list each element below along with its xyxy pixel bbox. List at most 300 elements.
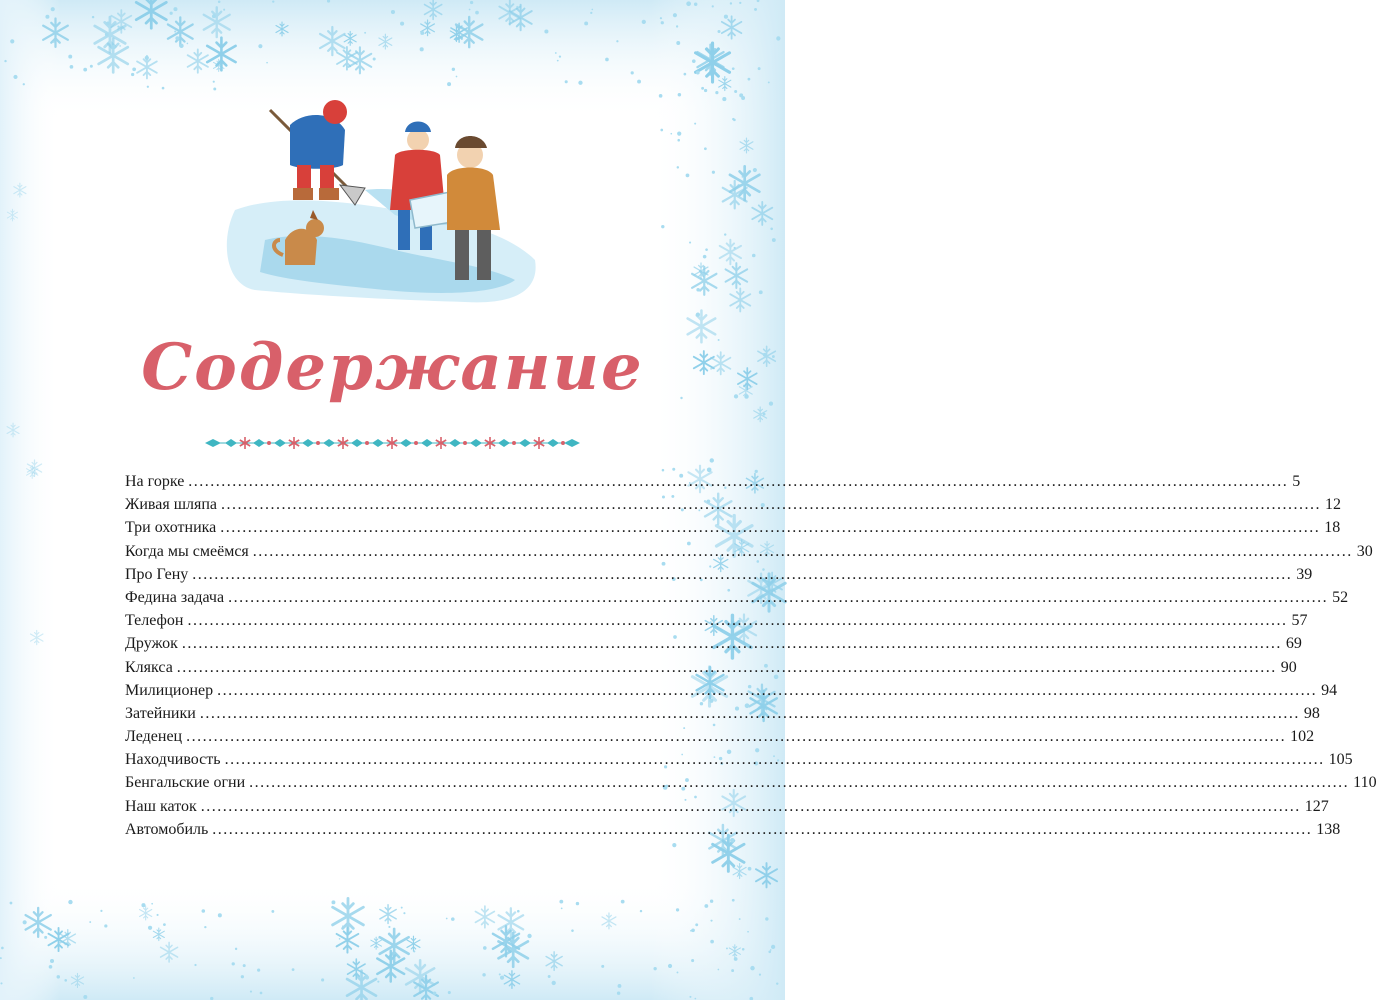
toc-entry-title: Наш каток [125, 797, 197, 815]
snow-dot [565, 80, 568, 83]
snow-dot [704, 147, 707, 150]
snow-dot [677, 139, 680, 142]
snow-dot [584, 22, 588, 26]
toc-entry-page-number: 57 [1291, 612, 1308, 630]
snow-dot [765, 917, 768, 920]
ornament-diamond [225, 439, 237, 447]
snow-dot [451, 917, 455, 921]
toc-entry[interactable] [125, 588, 1349, 612]
dot-leader: ........................................................................................................................................................................................................ [192, 565, 1293, 583]
snow-dot [420, 31, 424, 35]
snow-dot [45, 15, 49, 19]
snow-dot [424, 21, 426, 23]
snow-dot [776, 982, 778, 984]
snow-dot [710, 940, 714, 944]
dot-leader: ........................................................................................................................................................................................................ [249, 774, 1350, 792]
snow-dot [752, 254, 756, 258]
snow-dot [213, 81, 215, 83]
snow-dot [770, 949, 772, 951]
snow-dot [104, 924, 107, 927]
snow-dot [141, 903, 145, 907]
toc-entry-title: Три охотника [125, 519, 217, 537]
snow-dot [89, 921, 91, 923]
ornament-diamond [547, 439, 559, 447]
toc-entry-page-number: 90 [1280, 658, 1297, 676]
dot-leader: ........................................................................................................................................................................................................ [181, 635, 1282, 653]
snow-dot [770, 228, 773, 231]
snow-dot [401, 907, 403, 909]
toc-entry-page-number: 39 [1296, 565, 1313, 583]
snow-dot [377, 981, 379, 983]
snow-dot [1, 947, 4, 950]
snow-dot [754, 8, 757, 11]
snow-dot [388, 926, 390, 928]
snow-dot [544, 29, 548, 33]
snow-dot [64, 979, 67, 982]
snow-dot [659, 94, 663, 98]
toc-entry-page-number: 138 [1316, 820, 1341, 838]
ornament-dot [512, 441, 516, 445]
snow-dot [223, 9, 225, 11]
snow-dot [640, 910, 642, 912]
snow-dot [703, 255, 707, 259]
snow-dot [732, 67, 735, 70]
snow-dot [151, 903, 153, 905]
ornament-diamond [564, 439, 580, 447]
snow-dot [668, 964, 672, 968]
ornament-diamond [449, 439, 461, 447]
snow-dot [758, 67, 761, 70]
snow-dot [704, 904, 708, 908]
dot-leader: ........................................................................................................................................................................................................ [252, 542, 1353, 560]
snow-dot [105, 33, 109, 37]
snow-dot [707, 468, 712, 473]
snow-dot [10, 39, 14, 43]
toc-entry-title: Находчивость [125, 751, 221, 769]
toc-entry[interactable] [125, 519, 1341, 542]
snow-dot [678, 93, 681, 96]
dot-leader: ........................................................................................................................................................................................................ [220, 519, 1321, 537]
snow-dot [616, 40, 618, 42]
toc-entry-title: Живая шляпа [125, 496, 218, 514]
toc-entry[interactable] [125, 473, 1301, 496]
snow-dot [446, 918, 448, 920]
snow-dot [701, 87, 704, 90]
snow-dot [548, 975, 551, 978]
snow-dot [272, 0, 274, 2]
snow-dot [163, 923, 166, 926]
dot-leader: ........................................................................................................................................................................................................ [212, 820, 1313, 838]
snow-dot [695, 998, 697, 1000]
snow-dot [618, 984, 622, 988]
snow-dot [433, 992, 437, 996]
snow-dot [710, 920, 712, 922]
snow-dot [157, 914, 159, 916]
snow-dot [516, 6, 518, 8]
snow-dot [689, 996, 691, 998]
snow-dot [771, 945, 775, 949]
snow-dot [739, 2, 741, 4]
snow-dot [70, 65, 74, 69]
ornament-dot [414, 441, 418, 445]
snow-dot [202, 909, 206, 913]
snow-dot [342, 925, 344, 927]
ornament-diamond [421, 439, 433, 447]
toc-entry[interactable] [125, 496, 1342, 519]
snow-dot [730, 2, 732, 4]
toc-entry-page-number: 105 [1328, 751, 1353, 769]
snow-dot [753, 168, 757, 172]
ornament-diamond [351, 439, 363, 447]
snow-dot [772, 238, 776, 242]
snow-dot [686, 1, 691, 6]
snow-dot [170, 12, 173, 15]
snow-dot [712, 171, 715, 174]
snow-dot [690, 930, 692, 932]
snow-dot [763, 413, 766, 416]
dot-leader: ........................................................................................................................................................................................................ [199, 704, 1300, 722]
snow-dot [660, 129, 663, 132]
toc-entry[interactable] [125, 728, 1315, 751]
snow-dot [670, 133, 672, 135]
snow-dot [676, 908, 679, 911]
toc-entry[interactable] [125, 820, 1341, 844]
ornament-diamond [519, 439, 531, 447]
snow-dot [483, 946, 487, 950]
snow-dot [258, 44, 262, 48]
snow-dot [757, 560, 760, 563]
dot-leader: ........................................................................................................................................................................................................ [228, 588, 1329, 606]
snow-dot [559, 900, 563, 904]
snow-dot [131, 73, 134, 76]
dot-leader: ........................................................................................................................................................................................................ [187, 612, 1288, 630]
snow-dot [83, 68, 87, 72]
toc-entry-page-number: 30 [1356, 542, 1373, 560]
snow-dot [726, 947, 728, 949]
ornament-diamond [253, 439, 265, 447]
snow-dot [49, 965, 53, 969]
snow-dot [691, 959, 694, 962]
snow-dot [365, 975, 369, 979]
toc-entry-title: Клякса [125, 658, 173, 676]
toc-entry-page-number: 94 [1321, 681, 1338, 699]
snow-dot [271, 910, 274, 913]
ornament-dot [365, 441, 369, 445]
snow-dot [731, 969, 734, 972]
ornament-dot [267, 441, 271, 445]
snow-dot [243, 964, 246, 967]
snow-dot [571, 929, 574, 932]
dot-leader: ........................................................................................................................................................................................................ [188, 473, 1289, 490]
snow-dot [83, 995, 87, 999]
snow-dot [162, 87, 165, 90]
snow-dot [605, 58, 609, 62]
ornament-diamond [470, 439, 482, 447]
snow-dot [734, 247, 736, 249]
ornament-dot [463, 441, 467, 445]
snow-dot [722, 97, 726, 101]
snow-dot [768, 81, 770, 83]
snow-dot [260, 992, 263, 995]
snow-dot [194, 964, 196, 966]
snow-dot [241, 975, 244, 978]
toc-entry[interactable] [125, 565, 1313, 589]
snow-dot [738, 873, 740, 875]
ornament-diamond [302, 439, 314, 447]
snow-dot [53, 41, 55, 43]
snow-dot [559, 56, 561, 58]
snow-dot [292, 968, 295, 971]
snow-dot [748, 867, 752, 871]
snow-dot [694, 123, 696, 125]
snow-dot [734, 90, 737, 93]
dot-leader: ........................................................................................................................................................................................................ [186, 728, 1287, 746]
snow-dot [776, 36, 780, 40]
snow-dot [373, 58, 376, 61]
snow-dot [235, 948, 237, 950]
snow-dot [710, 458, 714, 462]
snow-dot [448, 991, 451, 994]
snow-dot [10, 902, 13, 905]
snow-dot [742, 176, 744, 178]
snow-dot [724, 15, 728, 19]
snow-dot [759, 290, 763, 294]
snow-dot [672, 468, 675, 471]
snow-dot [695, 923, 698, 926]
ornament-diamond [205, 439, 221, 447]
snow-dot [552, 981, 556, 985]
snow-dot [715, 91, 718, 94]
snow-dot [266, 62, 268, 64]
snow-dot [694, 3, 697, 6]
snow-dot [456, 76, 458, 78]
snow-dot [718, 969, 720, 971]
ornament-diamond [323, 439, 335, 447]
ornament-dot [316, 441, 320, 445]
snow-dot [672, 843, 676, 847]
snow-dot [557, 60, 559, 62]
dot-leader: ........................................................................................................................................................................................................ [224, 751, 1325, 769]
snow-dot [661, 21, 664, 24]
snow-dot [621, 900, 625, 904]
snow-dot [57, 975, 60, 978]
snow-dot [676, 41, 680, 45]
snow-dot [50, 959, 54, 963]
snow-dot [713, 724, 716, 727]
ornament-diamond [372, 439, 384, 447]
toc-entry[interactable] [125, 704, 1320, 728]
snow-dot [175, 36, 179, 40]
toc-entry-title: Федина задача [125, 588, 225, 606]
snow-dot [747, 931, 749, 933]
snow-dot [724, 233, 726, 235]
snow-dot [179, 44, 183, 48]
snow-dot [132, 67, 136, 71]
snow-dot [684, 73, 687, 76]
snow-dot [759, 974, 761, 976]
snow-dot [447, 82, 451, 86]
snow-dot [218, 0, 221, 3]
snow-dot [677, 972, 679, 974]
snow-dot [673, 13, 677, 17]
snow-dot [617, 991, 620, 994]
snow-dot [403, 912, 405, 914]
snow-dot [601, 965, 604, 968]
snow-dot [696, 71, 700, 75]
snow-dot [44, 936, 47, 939]
snow-dot [482, 973, 485, 976]
snow-dot [119, 45, 121, 47]
toc-entry-page-number: 12 [1325, 496, 1342, 514]
toc-entry-title: Милиционер [125, 681, 214, 699]
snow-dot [696, 313, 700, 317]
snow-dot [748, 78, 751, 81]
snow-dot [92, 16, 94, 18]
snow-dot [500, 976, 504, 980]
snow-dot [187, 43, 189, 45]
toc-entry-title: Бенгальские огни [125, 774, 246, 792]
snow-dot [133, 977, 135, 979]
snow-dot [23, 920, 27, 924]
ornament-diamond [274, 439, 286, 447]
snow-dot [742, 948, 745, 951]
toc-entry-page-number: 69 [1285, 635, 1302, 653]
snow-dot [420, 47, 424, 51]
snow-dot [555, 52, 557, 54]
snow-dot [23, 83, 25, 85]
snow-dot [590, 12, 592, 14]
toc-entry-title: Про Гену [125, 565, 189, 583]
snow-dot [51, 7, 55, 11]
snow-dot [696, 288, 700, 292]
toc-entry-page-number: 98 [1303, 704, 1320, 722]
snow-dot [517, 910, 520, 913]
snow-dot [691, 928, 695, 932]
toc-entry[interactable] [125, 658, 1297, 682]
toc-entry[interactable] [125, 612, 1308, 635]
snow-dot [174, 30, 176, 32]
snow-dot [689, 241, 691, 243]
snow-dot [591, 9, 593, 11]
snow-dot [331, 900, 335, 904]
toc-entry-title: Леденец [125, 728, 183, 746]
toc-entry[interactable] [125, 774, 1377, 797]
snow-dot [578, 81, 582, 85]
snow-dot [257, 969, 260, 972]
snow-dot [470, 1, 473, 4]
snow-dot [4, 60, 6, 62]
toc-entry-page-number: 127 [1304, 797, 1329, 815]
snow-dot [68, 900, 72, 904]
toc-entry[interactable] [125, 751, 1353, 774]
snow-dot [13, 75, 17, 79]
snow-dot [662, 469, 665, 472]
toc-entry-title: На горке [125, 473, 185, 490]
snow-dot [576, 902, 579, 905]
dot-leader: ........................................................................................................................................................................................................ [221, 496, 1322, 514]
snow-dot [653, 967, 656, 970]
snow-dot [364, 32, 366, 34]
snow-dot [677, 131, 681, 135]
snow-dot [692, 59, 696, 63]
snow-dot [173, 7, 177, 11]
snow-dot [527, 934, 531, 938]
snow-dot [232, 962, 235, 965]
snow-dot [739, 918, 741, 920]
snow-dot [0, 982, 2, 984]
snow-dot [642, 20, 646, 24]
snow-dot [90, 65, 93, 68]
snow-dot [660, 17, 662, 19]
snow-dot [686, 174, 690, 178]
toc-entry[interactable] [125, 681, 1338, 705]
snow-dot [661, 225, 664, 228]
toc-entry[interactable] [125, 635, 1302, 658]
snow-dot [750, 966, 754, 970]
snow-dot [218, 913, 222, 917]
snow-dot [704, 89, 707, 92]
table-of-contents [125, 473, 1377, 844]
toc-entry-page-number: 5 [1292, 473, 1301, 490]
snow-dot [391, 10, 395, 14]
snow-dot [732, 899, 735, 902]
toc-entry-page-number: 110 [1353, 774, 1377, 792]
snow-dot [768, 950, 771, 953]
snow-dot [212, 14, 216, 18]
ornament-divider [205, 433, 580, 453]
toc-entry[interactable] [125, 797, 1329, 821]
snow-dot [250, 991, 252, 993]
snow-dot [631, 71, 634, 74]
snow-dot [705, 248, 708, 251]
snow-dot [677, 166, 679, 168]
winter-children-illustration [215, 90, 545, 320]
snow-dot [339, 938, 341, 940]
toc-entry-page-number: 52 [1332, 588, 1349, 606]
toc-entry-title: Телефон [125, 612, 184, 630]
snow-dot [475, 11, 479, 15]
snow-dot [321, 978, 324, 981]
page-title: Содержание [141, 330, 644, 405]
snow-dot [100, 910, 102, 912]
snow-dot [469, 9, 471, 11]
toc-entry-page-number: 102 [1290, 728, 1315, 746]
toc-entry-title: Затейники [125, 704, 196, 722]
dot-leader: ........................................................................................................................................................................................................ [217, 681, 1318, 699]
snow-dot [145, 56, 149, 60]
snow-dot [499, 973, 501, 975]
snow-dot [204, 926, 206, 928]
snow-dot [637, 80, 641, 84]
toc-entry-title: Автомобиль [125, 820, 209, 838]
snow-dot [148, 926, 152, 930]
snow-dot [68, 55, 72, 59]
snow-dot [117, 26, 119, 28]
ornament-diamond [498, 439, 510, 447]
snow-dot [400, 22, 404, 26]
snow-dot [413, 950, 415, 952]
snow-dot [717, 30, 720, 33]
snow-dot [741, 96, 745, 100]
snow-dot [734, 957, 738, 961]
toc-entry-page-number: 18 [1324, 519, 1341, 537]
toc-entry-title: Дружок [125, 635, 178, 653]
dot-leader: ........................................................................................................................................................................................................ [176, 658, 1277, 676]
toc-entry-title: Когда мы смеёмся [125, 542, 249, 560]
snow-dot [710, 900, 713, 903]
snow-dot [111, 45, 115, 49]
toc-entry[interactable] [125, 542, 1373, 566]
